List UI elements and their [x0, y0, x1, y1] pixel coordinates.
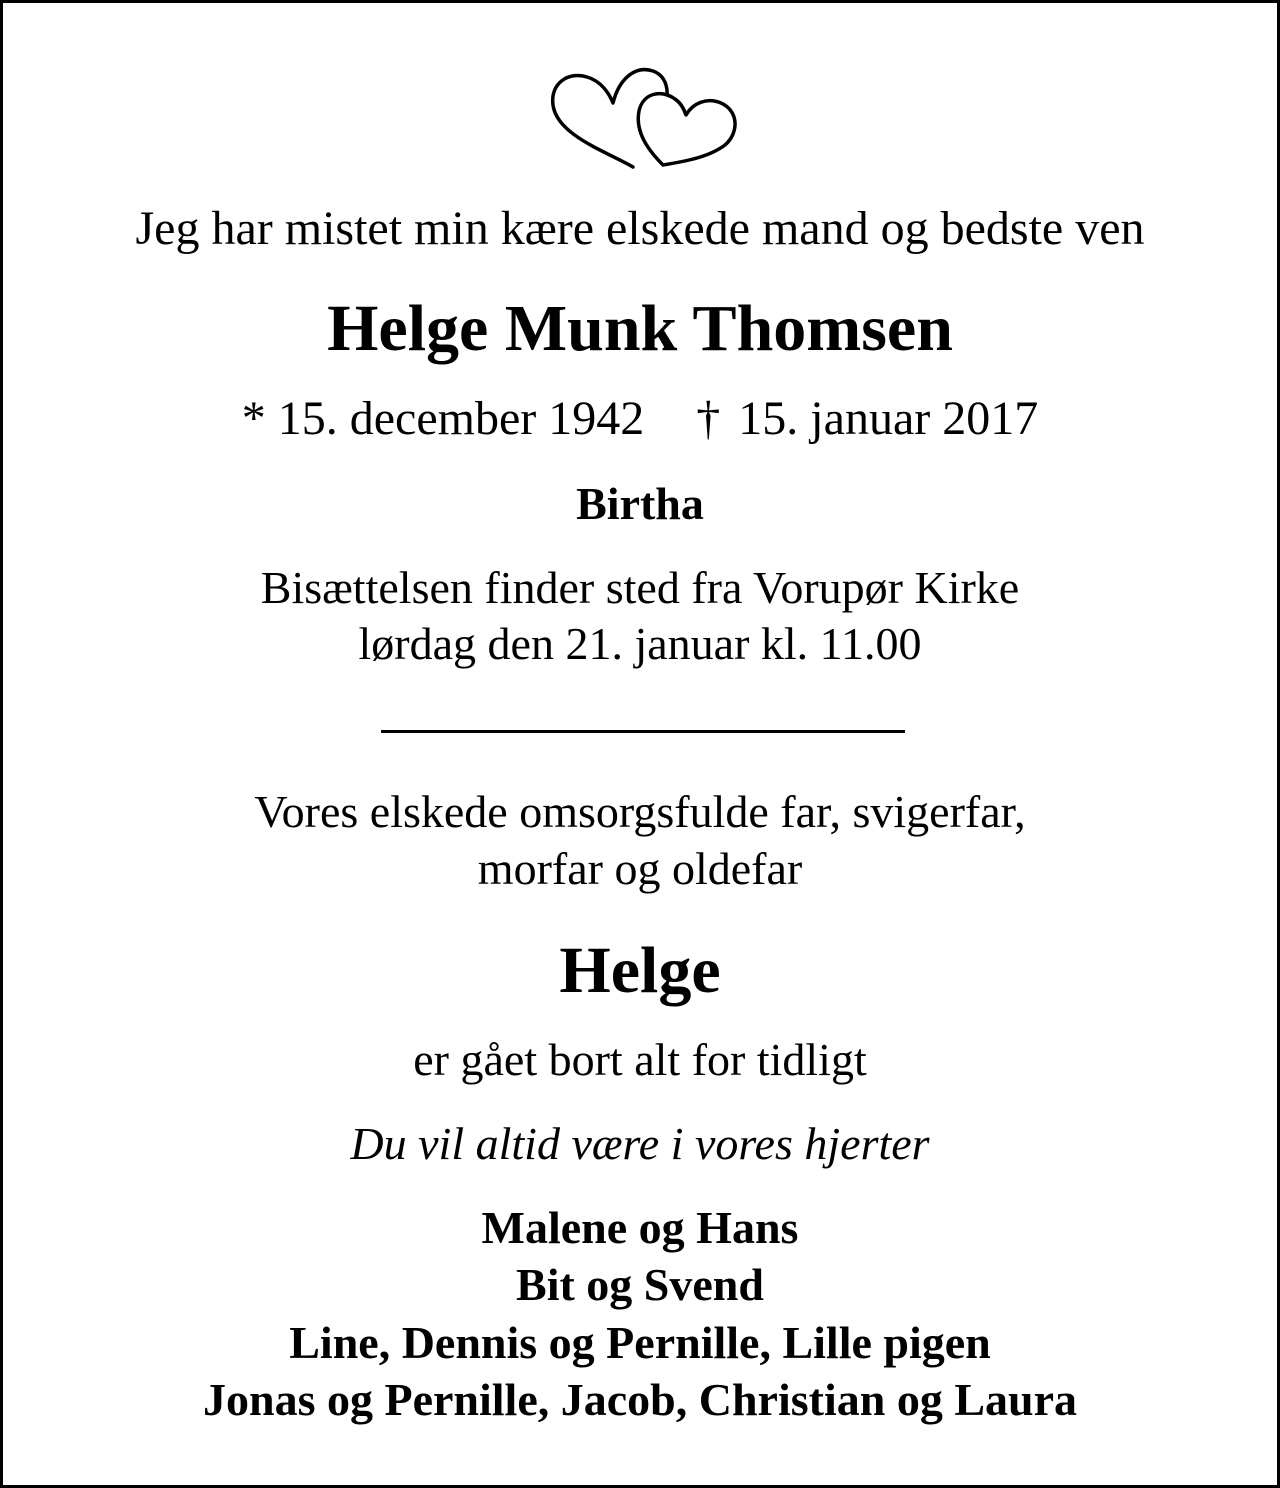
- family-intro-line: Vores elskede omsorgsfulde far, svigerfar,: [254, 786, 1026, 837]
- funeral-info-line: lørdag den 21. januar kl. 11.00: [358, 618, 922, 669]
- life-dates: [3, 392, 1277, 445]
- verse-text: Du vil altid være i vores hjerter: [350, 1118, 930, 1169]
- signature-line: Line, Dennis og Pernille, Lille pigen: [289, 1317, 991, 1368]
- birth-date: 15. december 1942: [277, 392, 645, 445]
- death-symbol: †: [696, 392, 721, 445]
- statement-text: er gået bort alt for tidligt: [413, 1034, 867, 1085]
- birth-symbol: *: [241, 392, 266, 445]
- signature-line: Malene og Hans: [481, 1202, 799, 1253]
- funeral-info-line: Bisættelsen finder sted fra Vorupør Kirke: [260, 562, 1020, 613]
- double-hearts-icon: [543, 63, 753, 183]
- intro-text: Jeg har mistet min kære elskede mand og bedste ven: [135, 202, 1145, 255]
- deceased-first-name: Helge: [559, 934, 721, 1007]
- divider: [381, 730, 905, 733]
- signature-line: Jonas og Pernille, Jacob, Christian og Laura: [202, 1374, 1078, 1425]
- family-intro-line: morfar og oldefar: [477, 843, 803, 894]
- deceased-name: Helge Munk Thomsen: [327, 292, 953, 365]
- signature-line: Bit og Svend: [516, 1259, 764, 1310]
- death-date: 15. januar 2017: [738, 392, 1039, 445]
- signer-name: Birtha: [576, 478, 704, 529]
